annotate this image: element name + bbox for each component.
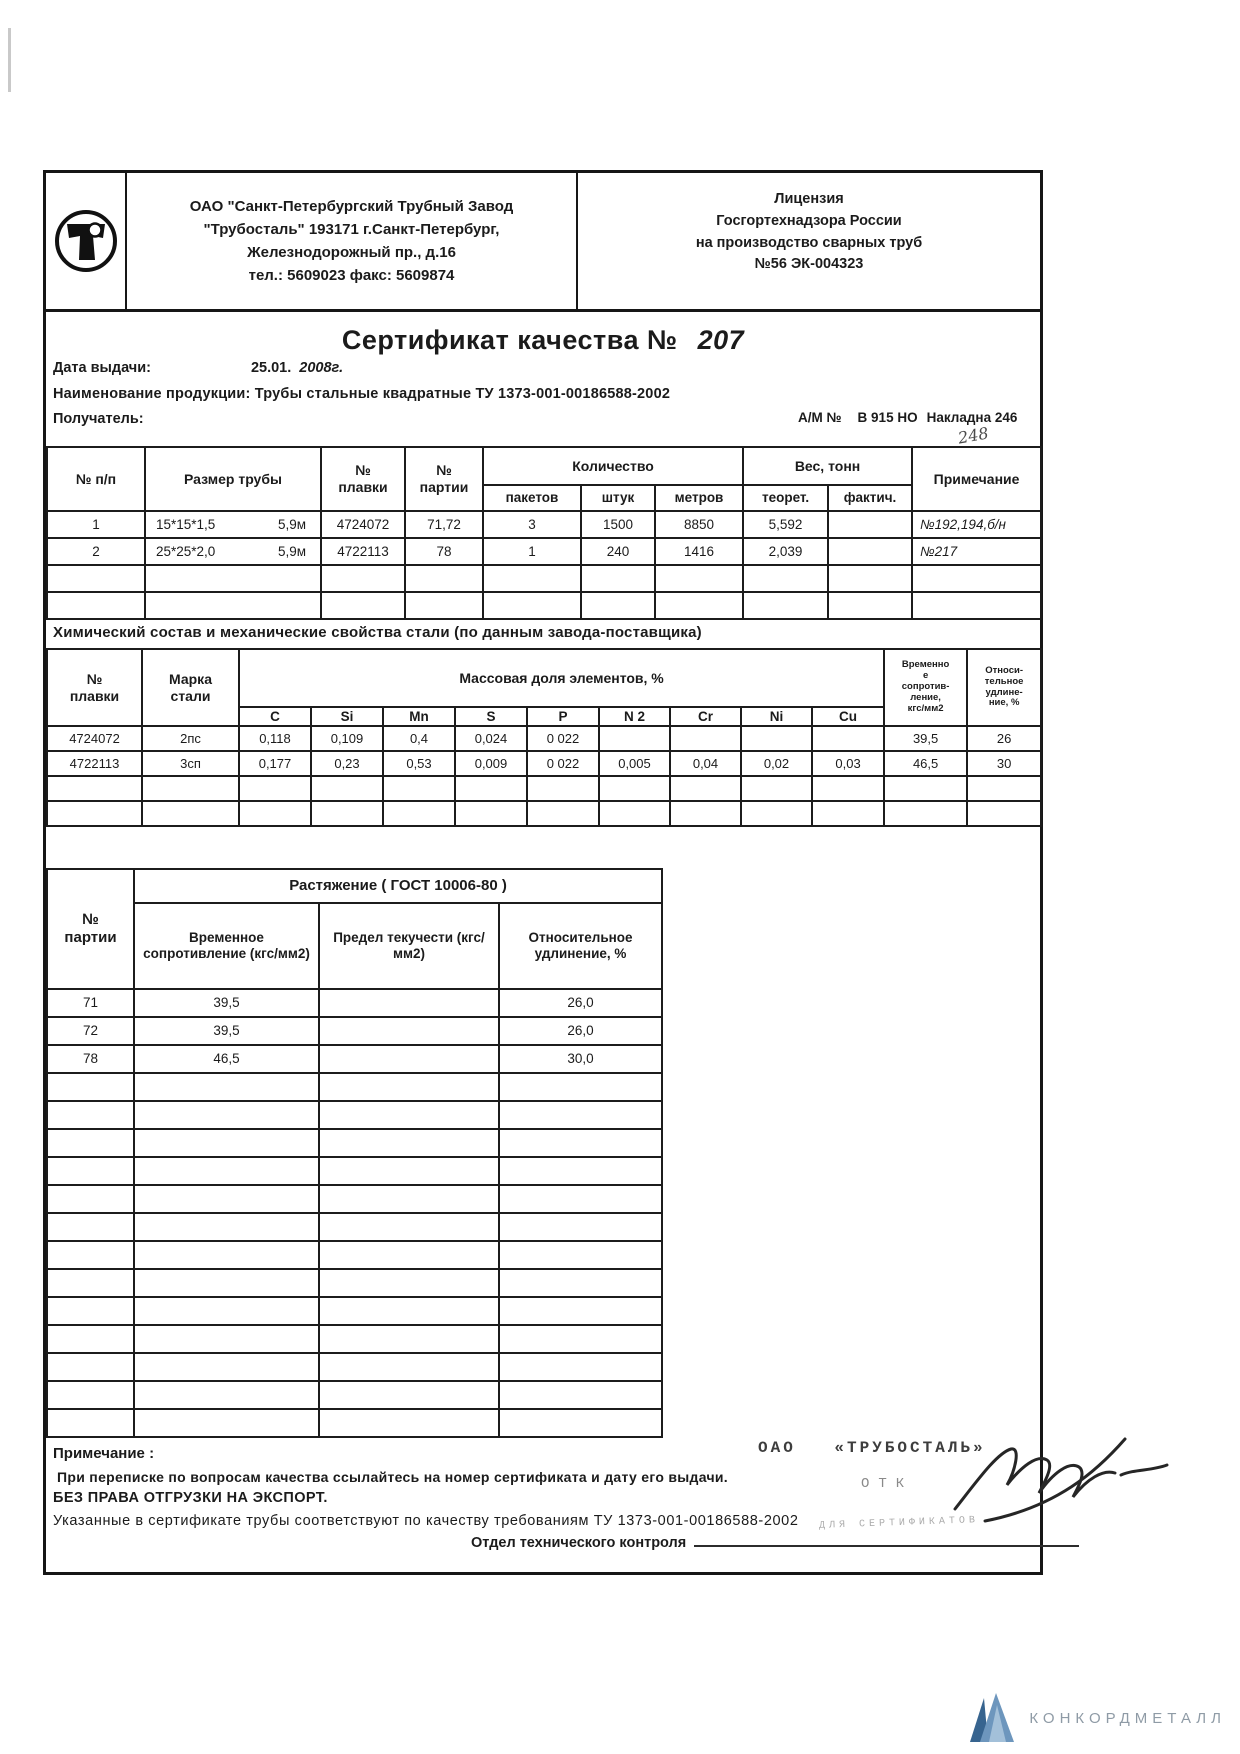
tension-empty-row — [47, 1353, 662, 1381]
konkordmetall-brand — [969, 1692, 1226, 1744]
product-row: 2 25*25*2,0 5,9м 4722113 78 1 240 1416 2,039 №217 — [47, 538, 1041, 565]
vehicle-label: А/М № — [798, 410, 842, 425]
col-mass-fraction: Массовая доля элементов, % — [239, 649, 884, 707]
element-Si: Si — [311, 707, 383, 726]
element-Mn: Mn — [383, 707, 455, 726]
certificate-number: 207 — [697, 325, 745, 355]
trubostal-logo-icon — [53, 208, 119, 274]
company-stamp: ОАО «ТРУБОСТАЛЬ» — [758, 1439, 986, 1457]
company-line: тел.: 5609023 факс: 5609874 — [248, 267, 455, 285]
col-tensile-strength: Временное сопротивление (кгс/мм2) — [134, 903, 319, 989]
product-empty-row — [47, 565, 1041, 592]
col-size: Размер трубы — [145, 447, 321, 511]
vehicle-number: В 915 НО — [857, 410, 918, 425]
tension-empty-row — [47, 1241, 662, 1269]
certificates-stamp: ДЛЯ СЕРТИФИКАТОВ — [818, 1515, 980, 1532]
col-pieces: штук — [581, 485, 655, 511]
certificate-document — [43, 170, 1043, 1575]
tension-empty-row — [47, 1185, 662, 1213]
col-elongation: Относительное удлинение, % — [499, 903, 662, 989]
product-empty-row — [47, 592, 1041, 619]
chem-header-row — [47, 649, 1041, 707]
element-Cr: Cr — [670, 707, 741, 726]
col-steel-grade: Марка стали — [142, 649, 239, 726]
col-melt: № плавки — [321, 447, 405, 511]
tension-empty-row — [47, 1157, 662, 1185]
col-note: Примечание — [912, 447, 1041, 511]
chem-row: 4724072 2пс 0,118 0,109 0,4 0,024 0 022 39,5 26 — [47, 726, 1041, 751]
tension-empty-row — [47, 1101, 662, 1129]
waybill-number: Накладна 246 — [926, 410, 1018, 425]
chem-section-title: Химический состав и механические свойства стали (по данным завода-поставщика) — [53, 624, 702, 641]
tension-empty-row — [47, 1073, 662, 1101]
col-tensile-strength: Временно е сопротив- ление, кгс/мм2 — [884, 649, 967, 726]
konkordmetall-sail-icon — [969, 1692, 1015, 1744]
element-N2: N 2 — [599, 707, 670, 726]
tension-empty-row — [47, 1213, 662, 1241]
tension-table — [46, 868, 663, 1438]
col-yield-strength: Предел текучести (кгс/мм2) — [319, 903, 499, 989]
license-line: Лицензия — [774, 191, 844, 207]
tension-header-row — [47, 903, 662, 989]
col-npp: № п/п — [47, 447, 145, 511]
product-row: 1 15*15*1,5 5,9м 4724072 71,72 3 1500 8850 5,592 №192,194,б/н — [47, 511, 1041, 538]
element-P: P — [527, 707, 599, 726]
tension-row: 71 39,5 26,0 — [47, 989, 662, 1017]
col-fact: фактич. — [828, 485, 912, 511]
tension-title-row — [47, 869, 662, 903]
konkordmetall-wordmark: КОНКОРДМЕТАЛЛ — [1029, 1709, 1226, 1727]
footer-note-label: Примечание : — [53, 1445, 155, 1462]
chem-table — [46, 648, 1042, 827]
tension-empty-row — [47, 1381, 662, 1409]
license-line: Госгортехнадзора России — [716, 212, 902, 229]
col-weight: Вес, тонн — [743, 447, 912, 485]
col-batch: № партии — [47, 869, 134, 989]
otk-stamp: ОТК — [861, 1476, 914, 1492]
col-quantity: Количество — [483, 447, 743, 485]
footer-compliance-line: Указанные в сертификате трубы соответствуют по качеству требованиям ТУ 1373-001-00186588-2002 — [53, 1513, 799, 1529]
element-Cu: Cu — [812, 707, 884, 726]
company-line: Железнодорожный пр., д.16 — [247, 244, 456, 261]
document-header — [46, 173, 1040, 312]
chem-empty-row — [47, 801, 1041, 826]
products-table — [46, 446, 1042, 620]
license-info — [578, 173, 1040, 309]
tension-row: 72 39,5 26,0 — [47, 1017, 662, 1045]
element-Ni: Ni — [741, 707, 812, 726]
chem-row: 4722113 3сп 0,177 0,23 0,53 0,009 0 022 0,005 0,04 0,02 0,03 46,5 30 — [47, 751, 1041, 776]
element-C: C — [239, 707, 311, 726]
scan-artifact — [8, 28, 11, 92]
tension-title: Растяжение ( ГОСТ 10006-80 ) — [134, 869, 662, 903]
issue-date-line — [53, 360, 343, 376]
col-melt: № плавки — [47, 649, 142, 726]
chem-empty-row — [47, 776, 1041, 801]
handwritten-signature — [939, 1423, 1174, 1538]
col-packs: пакетов — [483, 485, 581, 511]
tension-row: 78 46,5 30,0 — [47, 1045, 662, 1073]
col-theor: теорет. — [743, 485, 828, 511]
qc-department-label: Отдел технического контроля — [471, 1535, 687, 1551]
tension-empty-row — [47, 1325, 662, 1353]
col-batch: № партии — [405, 447, 483, 511]
company-info — [127, 173, 578, 309]
company-logo-cell — [46, 173, 127, 309]
tension-empty-row — [47, 1129, 662, 1157]
issue-date-label: Дата выдачи: — [53, 360, 151, 376]
receiver-label: Получатель: — [53, 411, 144, 427]
license-line: №56 ЭК-004323 — [754, 256, 864, 273]
certificate-title-label: Сертификат качества № — [341, 325, 678, 355]
products-header-row — [47, 447, 1041, 485]
footer-correspondence-line: При переписке по вопросам качества ссылайтесь на номер сертификата и дату его выдачи. — [57, 1469, 728, 1485]
certificate-title — [46, 325, 1040, 356]
handwritten-waybill-number: 248 — [956, 423, 990, 448]
footer-no-export-line: БЕЗ ПРАВА ОТГРУЗКИ НА ЭКСПОРТ. — [53, 1490, 328, 1506]
license-line: на производство сварных труб — [695, 234, 923, 251]
tension-empty-row — [47, 1409, 662, 1437]
product-name-line: Наименование продукции: Трубы стальные квадратные ТУ 1373-001-00186588-2002 — [53, 386, 671, 402]
company-line: "Трубосталь" 193171 г.Санкт-Петербург, — [203, 220, 500, 238]
tension-empty-row — [47, 1269, 662, 1297]
tension-empty-row — [47, 1297, 662, 1325]
col-meters: метров — [655, 485, 743, 511]
col-elongation: Относи- тельное удлине- ние, % — [967, 649, 1041, 726]
issue-date-value: 25.01. — [250, 360, 292, 376]
element-S: S — [455, 707, 527, 726]
company-line: ОАО "Санкт-Петербургский Трубный Завод — [189, 197, 514, 215]
issue-date-year: 2008г. — [299, 360, 344, 376]
